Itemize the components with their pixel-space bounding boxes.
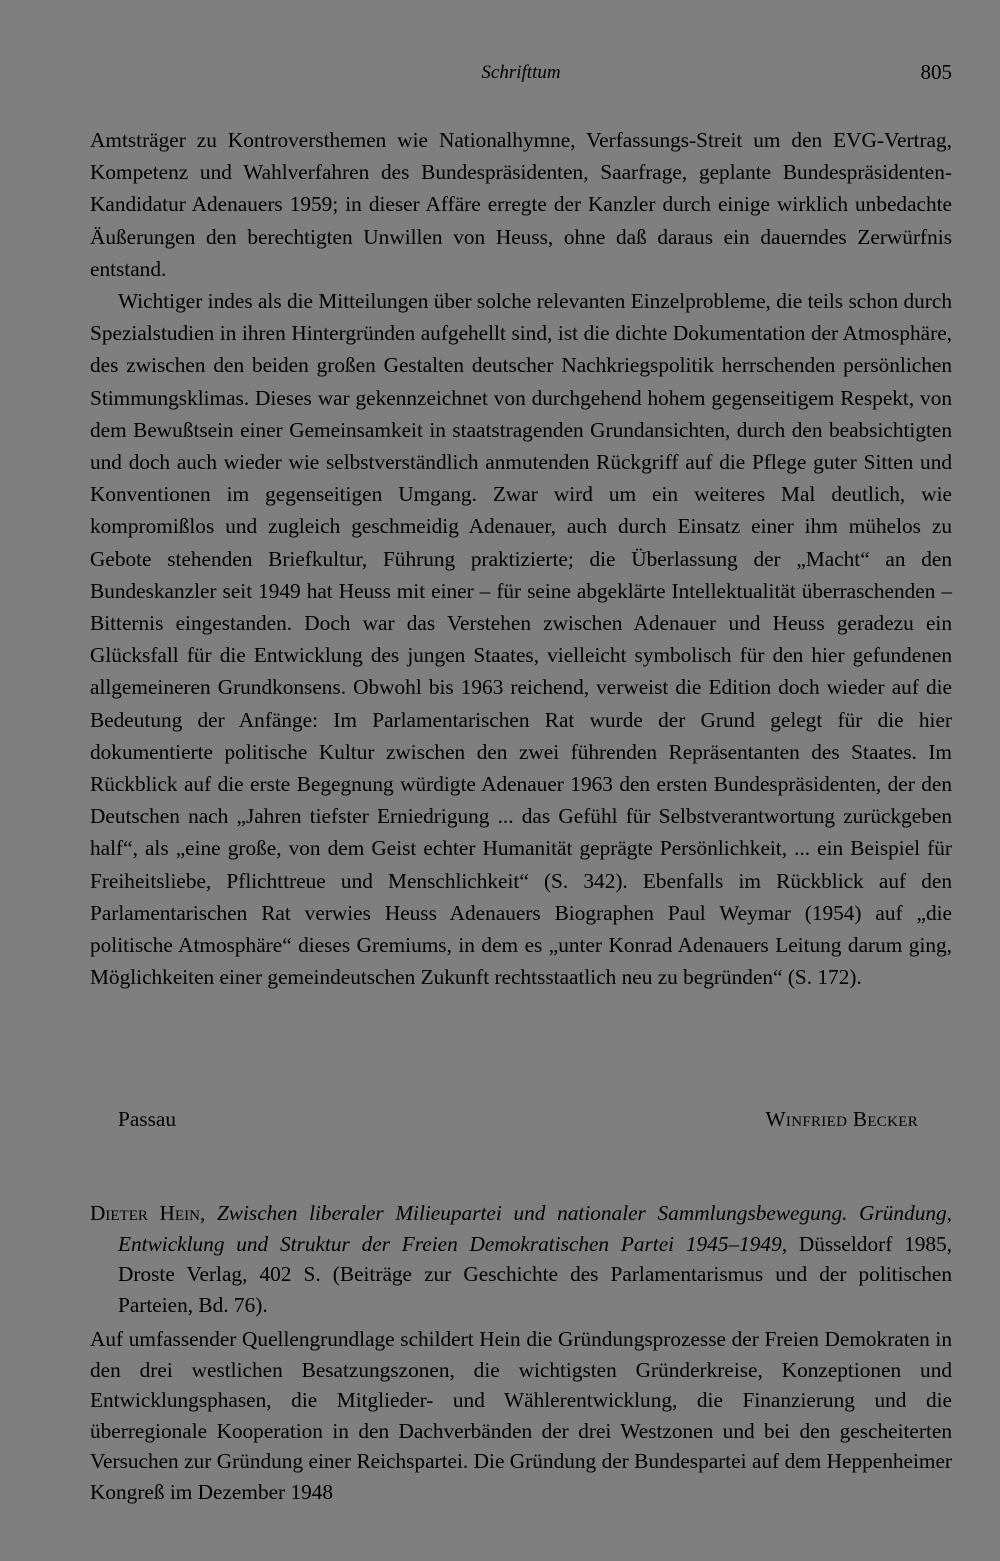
- running-title: Schrifttum: [481, 62, 561, 83]
- book-title: Zwischen liberaler Milieupartei und nationaler Sammlungsbewegung. Gründung, Entwicklung und Struktur der Freien Demokratischen Partei 1945–1949,: [118, 1201, 952, 1256]
- book-author: Dieter Hein: [90, 1201, 200, 1225]
- page-number: 805: [920, 60, 952, 84]
- review-body: Auf umfassender Quellengrundlage schildert Hein die Gründungsprozesse der Freien Demokraten in den drei westlichen Besatzungszonen, die wichtigsten Gründerkreise, Konzeptionen und Entwicklungsphasen, die Mitglieder- und Wählerentwicklung, die Finanzierung und die überregionale Kooperation in den Dachverbänden der drei Westzonen und bei den gescheiterten Versuchen zur Gründung einer Reichspartei. Die Gründung der Bundespartei auf dem Heppenheimer Kongreß im Dezember 1948: [90, 1327, 952, 1504]
- review-continuation: [90, 124, 952, 993]
- paragraph: Amtsträger zu Kontroversthemen wie Nationalhymne, Verfassungs-Streit um den EVG-Vertrag, Kompetenz und Wahlverfahren des Bundespräsidenten, Saarfrage, geplante Bundespräsidenten-Kandidatur Adenauers 1959; in dieser Affäre erregte der Kanzler durch einige wirklich unbedachte Äußerungen den berechtigten Unwillen von Heuss, ohne daß daraus ein dauerndes Zerwürfnis entstand.: [90, 128, 952, 281]
- paragraph: Wichtiger indes als die Mitteilungen über solche relevanten Einzelprobleme, die teils schon durch Spezialstudien in ihren Hintergründen aufgehellt sind, ist die dichte Dokumentation der Atmosphäre, des zwischen den beiden großen Gestalten deutscher Nachkriegspolitik herrschenden persönlichen Stimmungsklimas. Dieses war gekennzeichnet von durchgehend hohem gegenseitigem Respekt, von dem Bewußtsein einer Gemeinsamkeit in staatstragenden Grundansichten, durch den beabsichtigten und doch auch wieder wie selbstverständlich anmutenden Rückgriff auf die Pflege guter Sitten und Konventionen im gegenseitigen Umgang. Zwar wird um ein weiteres Mal deutlich, wie kompromißlos und zugleich geschmeidig Adenauer, auch durch Einsatz einer ihm mühelos zu Gebote stehenden Briefkultur, Führung praktizierte; die Überlassung der „Macht“ an den Bundeskanzler seit 1949 hat Heuss mit einer – für seine abgeklärte Intellektualität überraschenden – Bitternis eingestanden. Doch war das Verstehen zwischen Adenauer und Heuss geradezu ein Glücksfall für die Entwicklung des jungen Staates, vielleicht symbolisch für den hier gefundenen allgemeineren Grundkonsens. Obwohl bis 1963 reichend, verweist die Edition doch wieder auf die Bedeutung der Anfänge: Im Parlamentarischen Rat wurde der Grund gelegt für die hier dokumentierte politische Kultur zwischen den zwei führenden Repräsentanten des Staates. Im Rückblick auf die erste Begegnung würdigte Adenauer 1963 den ersten Bundespräsidenten, der den Deutschen nach „Jahren tiefster Erniedrigung ... das Gefühl für Selbstverantwortung zurückgeben half“, als „eine große, von dem Geist echter Humanität geprägte Persönlichkeit, ... ein Beispiel für Freiheitsliebe, Pflichttreue und Menschlichkeit“ (S. 342). Ebenfalls im Rückblick auf den Parlamentarischen Rat verwies Heuss Adenauers Biographen Paul Weymar (1954) auf „die politische Atmosphäre“ dieses Gremiums, in dem es „unter Konrad Adenauers Leitung darum ging, Möglichkeiten einer gemeindeutschen Zukunft rechtsstaatlich neu zu begründen“ (S. 172).: [90, 289, 952, 990]
- running-head: [90, 60, 952, 90]
- book-citation: Dieter Hein, Zwischen liberaler Milieupartei und nationaler Sammlungsbewegung. Gründung, Entwicklung und Struktur der Freien Demokratischen Partei 1945–1949, Düsseldorf 1985, Droste Verlag, 402 S. (Beiträge zur Geschichte des Parlamentarismus und der politischen Parteien, Bd. 76).: [90, 1201, 952, 1317]
- reviewer-name: Winfried Becker: [765, 1107, 918, 1131]
- reviewer-place: Passau: [118, 1107, 176, 1131]
- review-entry: [90, 1198, 952, 1507]
- review-signoff: [90, 1103, 918, 1135]
- book-publication: Düsseldorf 1985, Droste Verlag, 402 S. (Beiträge zur Geschichte des Parlamentarismus und der politischen Parteien, Bd. 76).: [118, 1231, 952, 1317]
